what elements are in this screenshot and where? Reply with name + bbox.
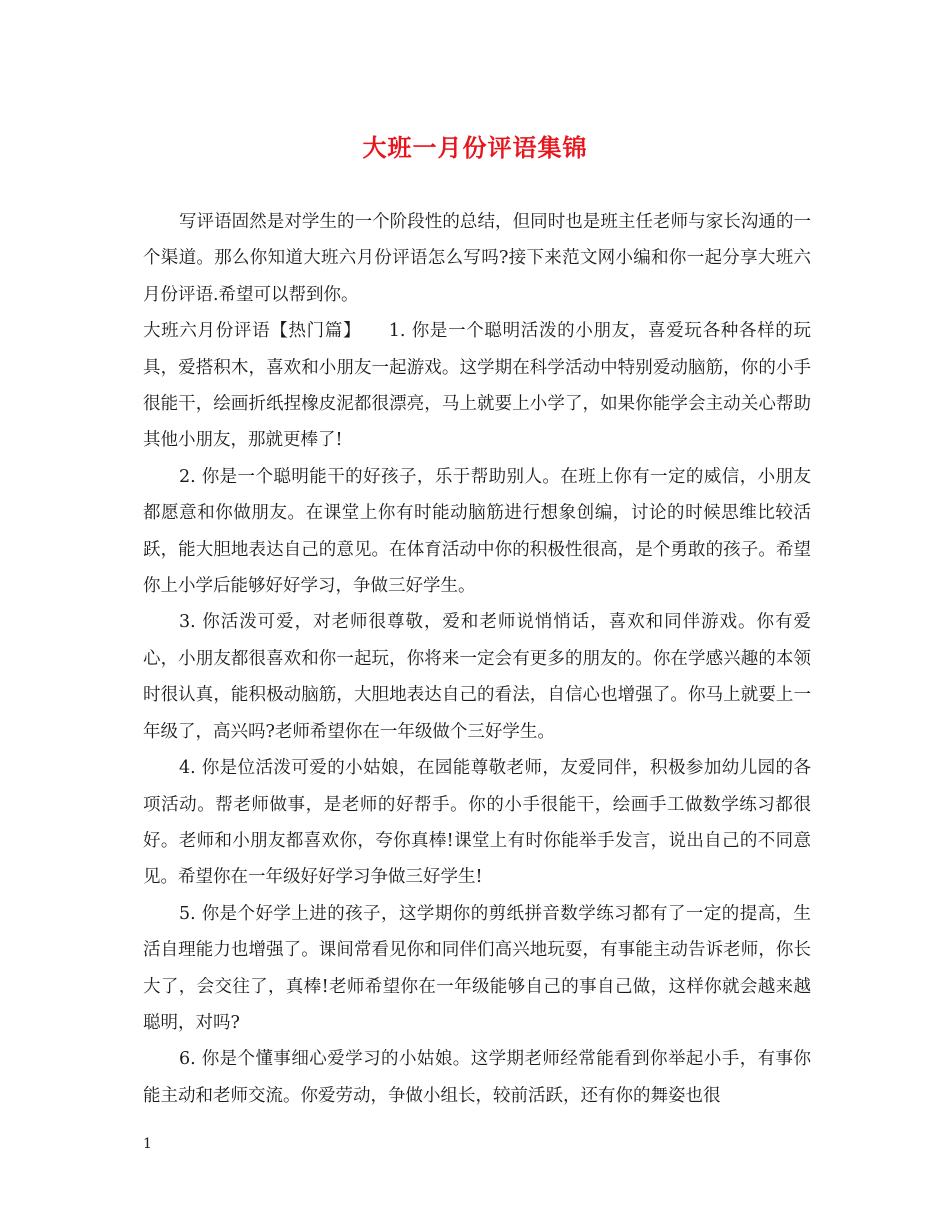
comment-paragraph-4: 4. 你是位活泼可爱的小姑娘，在园能尊敬老师，友爱同伴，积极参加幼儿园的各项活动。帮老师做事，是老师的好帮手。你的小手很能干，绘画手工做数学练习都很好。老师和小朋友都喜欢你，夸你真棒!课堂上有时你能举手发言，说出自己的不同意见。希望你在一年级好好学习争做三好学生!	[143, 758, 811, 888]
section-heading-paragraph: 大班六月份评语【热门篇】 1. 你是一个聪明活泼的小朋友，喜爱玩各种各样的玩具，爱搭积木，喜欢和小朋友一起游戏。这学期在科学活动中特别爱动脑筋，你的小手很能干，绘画折纸捏橡皮泥都很漂亮，马上就要上小学了，如果你能学会主动关心帮助其他小朋友，那就更棒了!	[143, 321, 811, 451]
page-number: 1	[143, 1136, 152, 1152]
intro-paragraph: 写评语固然是对学生的一个阶段性的总结，但同时也是班主任老师与家长沟通的一个渠道。那么你知道大班六月份评语怎么写吗?接下来范文网小编和你一起分享大班六月份评语.希望可以帮到你。	[143, 212, 811, 305]
document-title: 大班一月份评语集锦	[362, 133, 588, 162]
document-body	[143, 204, 811, 1114]
comment-paragraph-3: 3. 你活泼可爱，对老师很尊敬，爱和老师说悄悄话，喜欢和同伴游戏。你有爱心，小朋友都很喜欢和你一起玩，你将来一定会有更多的朋友的。你在学感兴趣的本领时很认真，能积极动脑筋，大胆地表达自己的看法，自信心也增强了。你马上就要上一年级了，高兴吗?老师希望你在一年级做个三好学生。	[143, 612, 811, 742]
comment-paragraph-6: 6. 你是个懂事细心爱学习的小姑娘。这学期老师经常能看到你举起小手，有事你能主动和老师交流。你爱劳动，争做小组长，较前活跃，还有你的舞姿也很	[143, 1049, 811, 1106]
comment-paragraph-5: 5. 你是个好学上进的孩子，这学期你的剪纸拼音数学练习都有了一定的提高，生活自理能力也增强了。课间常看见你和同伴们高兴地玩耍，有事能主动告诉老师，你长大了，会交往了，真棒!老师希望你在一年级能够自己的事自己做，这样你就会越来越聪明，对吗?	[143, 903, 811, 1033]
comment-paragraph-2: 2. 你是一个聪明能干的好孩子，乐于帮助别人。在班上你有一定的威信，小朋友都愿意和你做朋友。在课堂上你有时能动脑筋进行想象创编，讨论的时候思维比较活跃，能大胆地表达自己的意见。在体育活动中你的积极性很高，是个勇敢的孩子。希望你上小学后能够好好学习，争做三好学生。	[143, 466, 811, 597]
